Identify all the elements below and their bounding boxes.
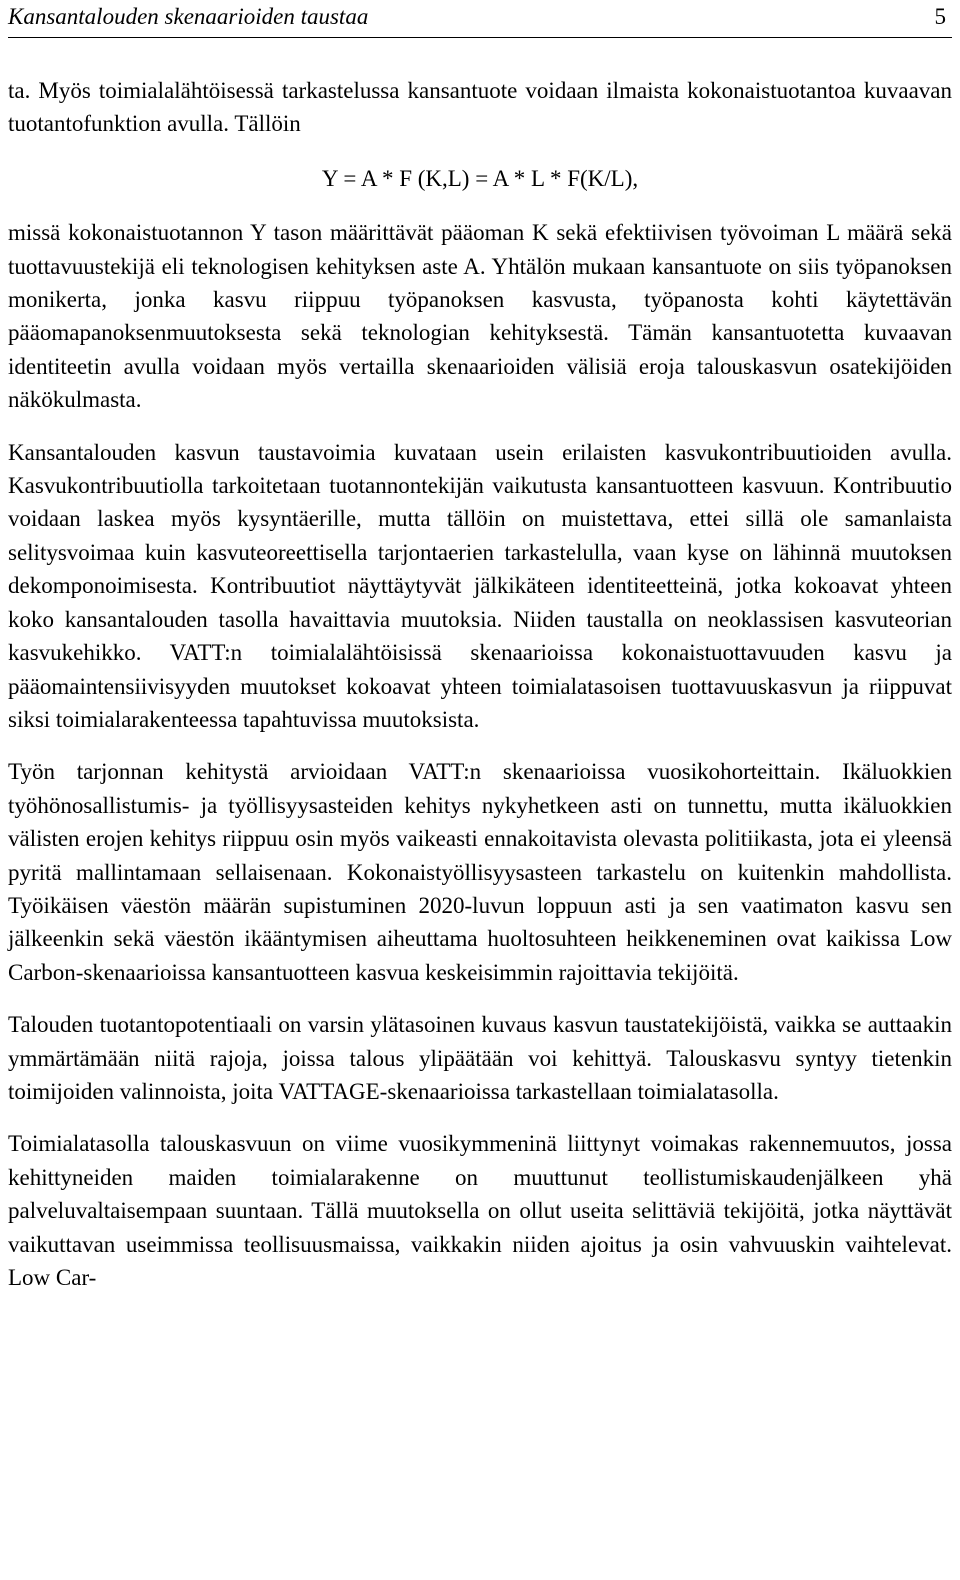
paragraph-structural-change: Toimialatasolla talouskasvuun on viime vuosikymmeninä liittynyt voimakas rakennemuutos, jossa kehittyneiden maiden toimialarakenne on muuttunut teollistumiskaudenjälkeen yhä palveluvaltaisempaan suuntaan. Tällä muutoksella on ollut useita selittäviä tekijöitä, jotka näyttävät vaikuttavan useimmissa teollisuusmaissa, vaikkakin niiden ajoitus ja osin vahvuuskin vaihtelevat. Low Car-: [8, 1131, 952, 1290]
paragraph-labour-supply: Työn tarjonnan kehitystä arvioidaan VATT:n skenaarioissa vuosikohorteittain. Ikäluokkien työhönosallistumis- ja työllisyysasteiden kehitys nykyhetkeen asti on tunnettu, mutta ikäluokkien välisten erojen kehitys riippuu osin myös vaikeasti ennakoitavista olevasta politiikasta, jota ei yleensä pyritä mallintamaan sellaisenaan. Kokonaistyöllisyysasteen tarkastelu on kuitenkin mahdollista. Työikäisen väestön määrän supistuminen 2020-luvun loppuun asti ja sen vaatimaton kasvu sen jälkeenkin sekä väestön ikääntymisen aiheuttama huoltosuhteen heikkeneminen ovat kaikissa Low Carbon-skenaarioissa kansantuotteen kasvua keskeisimmin rajoittavia tekijöitä.: [8, 759, 952, 985]
paragraph-growth-contributions: Kansantalouden kasvun taustavoimia kuvataan usein erilaisten kasvukontribuutioiden avulla. Kasvukontribuutiolla tarkoitetaan tuotannontekijän vaikutusta kansantuotteen kasvuun. Kontribuutio voidaan laskea myös kysyntäerille, mutta tällöin on muistettava, ettei sillä ole samanlaista selitysvoimaa kuin kasvuteoreettisella tarjontaerien tarkastelulla, vaan kyse on lähinnä muutoksen dekomponoimisesta. Kontribuutiot näyttäytyvät jälkikäteen identiteetteinä, jotka kokoavat yhteen koko kansantalouden tasolla havaittavia muutoksia. Niiden taustalla on neoklassisen kasvuteorian kasvukehikko. VATT:n toimialalähtöisissä skenaarioissa kokonaistuottavuuden kasvu ja pääomaintensiivisyyden muutokset kokoavat yhteen toimialatasoisen tuottavuuskasvun ja riippuvat siksi toimialarakenteessa tapahtuvissa muutoksista.: [8, 439, 952, 732]
paragraph-production-potential: Talouden tuotantopotentiaali on varsin ylätasoinen kuvaus kasvun taustatekijöistä, vaikka se auttaakin ymmärtämään niitä rajoja, joissa talous ylipäätään voi kehittyä. Talouskasvu syntyy tietenkin toimijoiden valinnoista, joita VATTAGE-skenaarioissa tarkastellaan toimialatasolla.: [8, 1012, 952, 1104]
intro-paragraph: ta. Myös toimialalähtöisessä tarkastelussa kansantuote voidaan ilmaista kokonaistuotantoa kuvaavan tuotantofunktion avulla. Tällöin: [8, 78, 952, 137]
running-header: [8, 0, 952, 34]
production-function-equation: Y = A * F (K,L) = A * L * F(K/L),: [321, 165, 639, 191]
body-text: [8, 74, 952, 1294]
running-header-title: Kansantalouden skenaarioiden taustaa: [8, 4, 369, 29]
page-number: 5: [934, 4, 946, 29]
paragraph-production-function: missä kokonaistuotannon Y tason määrittävät pääoman K sekä efektiivisen työvoiman L määrä sekä tuottavuustekijä eli teknologisen kehityksen aste A. Yhtälön mukaan kansantuote on siis työpanoksen monikerta, jonka kasvu riippuu työpanoksen kasvusta, työpanosta kohti käytettävän pääomapanoksenmuutoksesta sekä teknologian kehityksestä. Tämän kansantuotetta kuvaavan identiteetin avulla voidaan myös vertailla skenaarioiden välisiä eroja talouskasvun osatekijöiden näkökulmasta.: [8, 220, 952, 413]
header-rule: [8, 37, 952, 38]
